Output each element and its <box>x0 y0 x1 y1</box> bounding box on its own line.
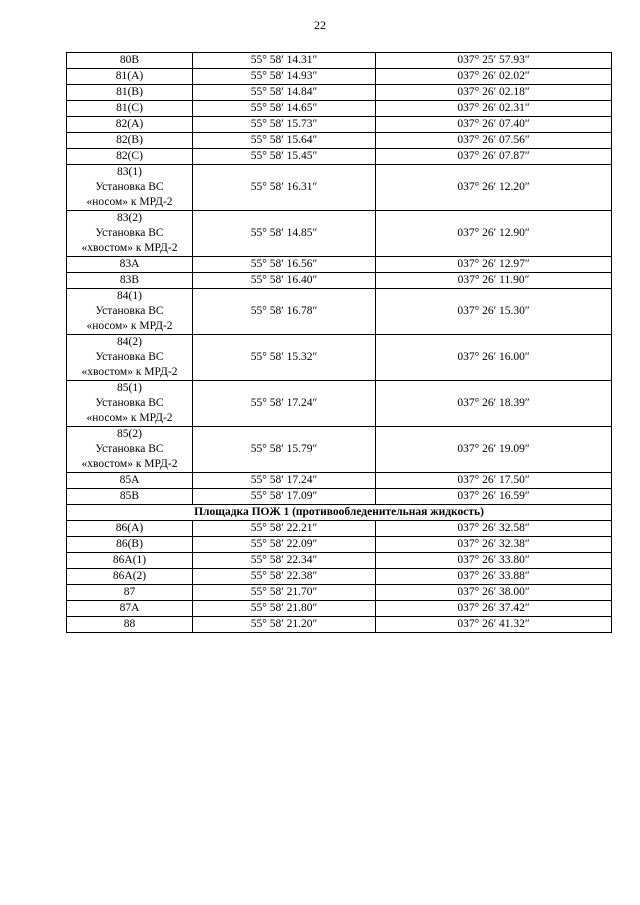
section-header-row <box>67 505 612 521</box>
stand-id-cell <box>67 149 193 165</box>
stand-id-cell <box>67 101 193 117</box>
stand-id-line: 84(2) <box>117 336 142 348</box>
stand-id-cell <box>67 335 193 381</box>
longitude-cell: 037° 26′ 12.90″ <box>376 211 612 257</box>
latitude-cell: 55° 58′ 22.21″ <box>193 521 376 537</box>
stand-id-line: 81(A) <box>115 70 144 82</box>
stand-id-cell <box>67 257 193 273</box>
latitude-cell: 55° 58′ 17.24″ <box>193 473 376 489</box>
stand-id-line: 83(1) <box>117 166 142 178</box>
latitude-cell: 55° 58′ 14.65″ <box>193 101 376 117</box>
stand-id-line: 87A <box>119 602 140 614</box>
table-row <box>67 69 612 85</box>
stand-id-line: «носом» к МРД-2 <box>86 412 173 424</box>
longitude-cell: 037° 26′ 18.39″ <box>376 381 612 427</box>
stand-id-line: 83B <box>119 274 140 286</box>
table-row <box>67 617 612 633</box>
stand-id-line: «носом» к МРД-2 <box>86 196 173 208</box>
stand-id-line: 81(B) <box>116 86 143 98</box>
table-row <box>67 537 612 553</box>
latitude-cell: 55° 58′ 21.80″ <box>193 601 376 617</box>
stand-id-line: 82(C) <box>116 150 143 162</box>
stand-id-line: 87 <box>123 586 136 598</box>
stand-id-cell <box>67 211 193 257</box>
table-row <box>67 289 612 335</box>
stand-id-line: 80B <box>119 54 140 66</box>
stand-id-line: 86A(2) <box>112 570 147 582</box>
latitude-cell: 55° 58′ 15.45″ <box>193 149 376 165</box>
stand-id-cell <box>67 569 193 585</box>
longitude-cell: 037° 26′ 19.09″ <box>376 427 612 473</box>
longitude-cell: 037° 26′ 02.02″ <box>376 69 612 85</box>
stand-id-cell <box>67 427 193 473</box>
stand-id-cell <box>67 553 193 569</box>
stand-id-line: 83(2) <box>117 212 142 224</box>
stand-id-line: Установка ВС <box>95 227 164 239</box>
stand-id-cell <box>67 117 193 133</box>
stand-id-line: «носом» к МРД-2 <box>86 320 173 332</box>
latitude-cell: 55° 58′ 14.31″ <box>193 53 376 69</box>
latitude-cell: 55° 58′ 21.20″ <box>193 617 376 633</box>
table-row <box>67 257 612 273</box>
latitude-cell: 55° 58′ 15.79″ <box>193 427 376 473</box>
table-row <box>67 335 612 381</box>
stand-id-cell <box>67 617 193 633</box>
table-row <box>67 553 612 569</box>
longitude-cell: 037° 26′ 07.87″ <box>376 149 612 165</box>
coordinates-table-body <box>67 53 612 633</box>
latitude-cell: 55° 58′ 21.70″ <box>193 585 376 601</box>
table-row <box>67 149 612 165</box>
stand-id-line: 85A <box>119 474 140 486</box>
stand-id-cell <box>67 69 193 85</box>
stand-id-line: 86(B) <box>116 538 143 550</box>
stand-id-line: «хвостом» к МРД-2 <box>81 458 178 470</box>
longitude-cell: 037° 26′ 12.97″ <box>376 257 612 273</box>
longitude-cell: 037° 26′ 02.31″ <box>376 101 612 117</box>
stand-id-line: 81(C) <box>116 102 143 114</box>
stand-id-cell <box>67 489 193 505</box>
stand-id-line: 88 <box>123 618 136 630</box>
longitude-cell: 037° 26′ 37.42″ <box>376 601 612 617</box>
latitude-cell: 55° 58′ 17.09″ <box>193 489 376 505</box>
longitude-cell: 037° 26′ 11.90″ <box>376 273 612 289</box>
latitude-cell: 55° 58′ 15.73″ <box>193 117 376 133</box>
latitude-cell: 55° 58′ 15.64″ <box>193 133 376 149</box>
longitude-cell: 037° 26′ 33.88″ <box>376 569 612 585</box>
longitude-cell: 037° 26′ 17.50″ <box>376 473 612 489</box>
table-row <box>67 521 612 537</box>
latitude-cell: 55° 58′ 14.93″ <box>193 69 376 85</box>
stand-id-line: 84(1) <box>117 290 142 302</box>
latitude-cell: 55° 58′ 22.34″ <box>193 553 376 569</box>
longitude-cell: 037° 26′ 07.40″ <box>376 117 612 133</box>
table-row <box>67 473 612 489</box>
table-row <box>67 585 612 601</box>
stand-id-line: Установка ВС <box>95 443 164 455</box>
section-header: Площадка ПОЖ 1 (противообледенительная жидкость) <box>67 505 612 521</box>
stand-id-cell <box>67 165 193 211</box>
latitude-cell: 55° 58′ 16.56″ <box>193 257 376 273</box>
table-row <box>67 273 612 289</box>
stand-id-line: «хвостом» к МРД-2 <box>81 366 178 378</box>
table-row <box>67 381 612 427</box>
stand-id-cell <box>67 537 193 553</box>
longitude-cell: 037° 26′ 41.32″ <box>376 617 612 633</box>
stand-id-cell <box>67 601 193 617</box>
stand-id-line: 85B <box>119 490 140 502</box>
table-row <box>67 117 612 133</box>
table-row <box>67 101 612 117</box>
stand-id-line: 85(1) <box>117 382 142 394</box>
latitude-cell: 55° 58′ 16.31″ <box>193 165 376 211</box>
stand-id-line: 86(A) <box>115 522 144 534</box>
table-row <box>67 133 612 149</box>
latitude-cell: 55° 58′ 16.40″ <box>193 273 376 289</box>
stand-id-cell <box>67 585 193 601</box>
longitude-cell: 037° 26′ 38.00″ <box>376 585 612 601</box>
stand-id-line: Установка ВС <box>95 181 164 193</box>
latitude-cell: 55° 58′ 14.85″ <box>193 211 376 257</box>
stand-id-cell <box>67 53 193 69</box>
stand-id-line: «хвостом» к МРД-2 <box>81 242 178 254</box>
stand-id-cell <box>67 289 193 335</box>
stand-id-line: Установка ВС <box>95 351 164 363</box>
stand-id-cell <box>67 85 193 101</box>
table-row <box>67 53 612 69</box>
longitude-cell: 037° 26′ 12.20″ <box>376 165 612 211</box>
coordinates-table <box>66 52 612 633</box>
stand-id-line: Установка ВС <box>95 305 164 317</box>
stand-id-line: 83A <box>119 258 140 270</box>
stand-id-line: 82(A) <box>115 118 144 130</box>
latitude-cell: 55° 58′ 22.09″ <box>193 537 376 553</box>
longitude-cell: 037° 26′ 32.58″ <box>376 521 612 537</box>
stand-id-line: 86A(1) <box>112 554 147 566</box>
latitude-cell: 55° 58′ 14.84″ <box>193 85 376 101</box>
stand-id-line: Установка ВС <box>95 397 164 409</box>
longitude-cell: 037° 26′ 33.80″ <box>376 553 612 569</box>
table-row <box>67 165 612 211</box>
table-row <box>67 211 612 257</box>
longitude-cell: 037° 26′ 16.59″ <box>376 489 612 505</box>
longitude-cell: 037° 26′ 07.56″ <box>376 133 612 149</box>
latitude-cell: 55° 58′ 22.38″ <box>193 569 376 585</box>
stand-id-cell <box>67 273 193 289</box>
table-row <box>67 569 612 585</box>
longitude-cell: 037° 26′ 32.38″ <box>376 537 612 553</box>
table-row <box>67 601 612 617</box>
stand-id-cell <box>67 521 193 537</box>
stand-id-cell <box>67 473 193 489</box>
stand-id-line: 85(2) <box>117 428 142 440</box>
latitude-cell: 55° 58′ 16.78″ <box>193 289 376 335</box>
longitude-cell: 037° 26′ 02.18″ <box>376 85 612 101</box>
stand-id-cell <box>67 381 193 427</box>
latitude-cell: 55° 58′ 17.24″ <box>193 381 376 427</box>
latitude-cell: 55° 58′ 15.32″ <box>193 335 376 381</box>
table-row <box>67 427 612 473</box>
longitude-cell: 037° 26′ 16.00″ <box>376 335 612 381</box>
stand-id-line: 82(B) <box>116 134 143 146</box>
table-row <box>67 85 612 101</box>
table-row <box>67 489 612 505</box>
longitude-cell: 037° 26′ 15.30″ <box>376 289 612 335</box>
stand-id-cell <box>67 133 193 149</box>
page-number: 22 <box>314 18 326 32</box>
longitude-cell: 037° 25′ 57.93″ <box>376 53 612 69</box>
